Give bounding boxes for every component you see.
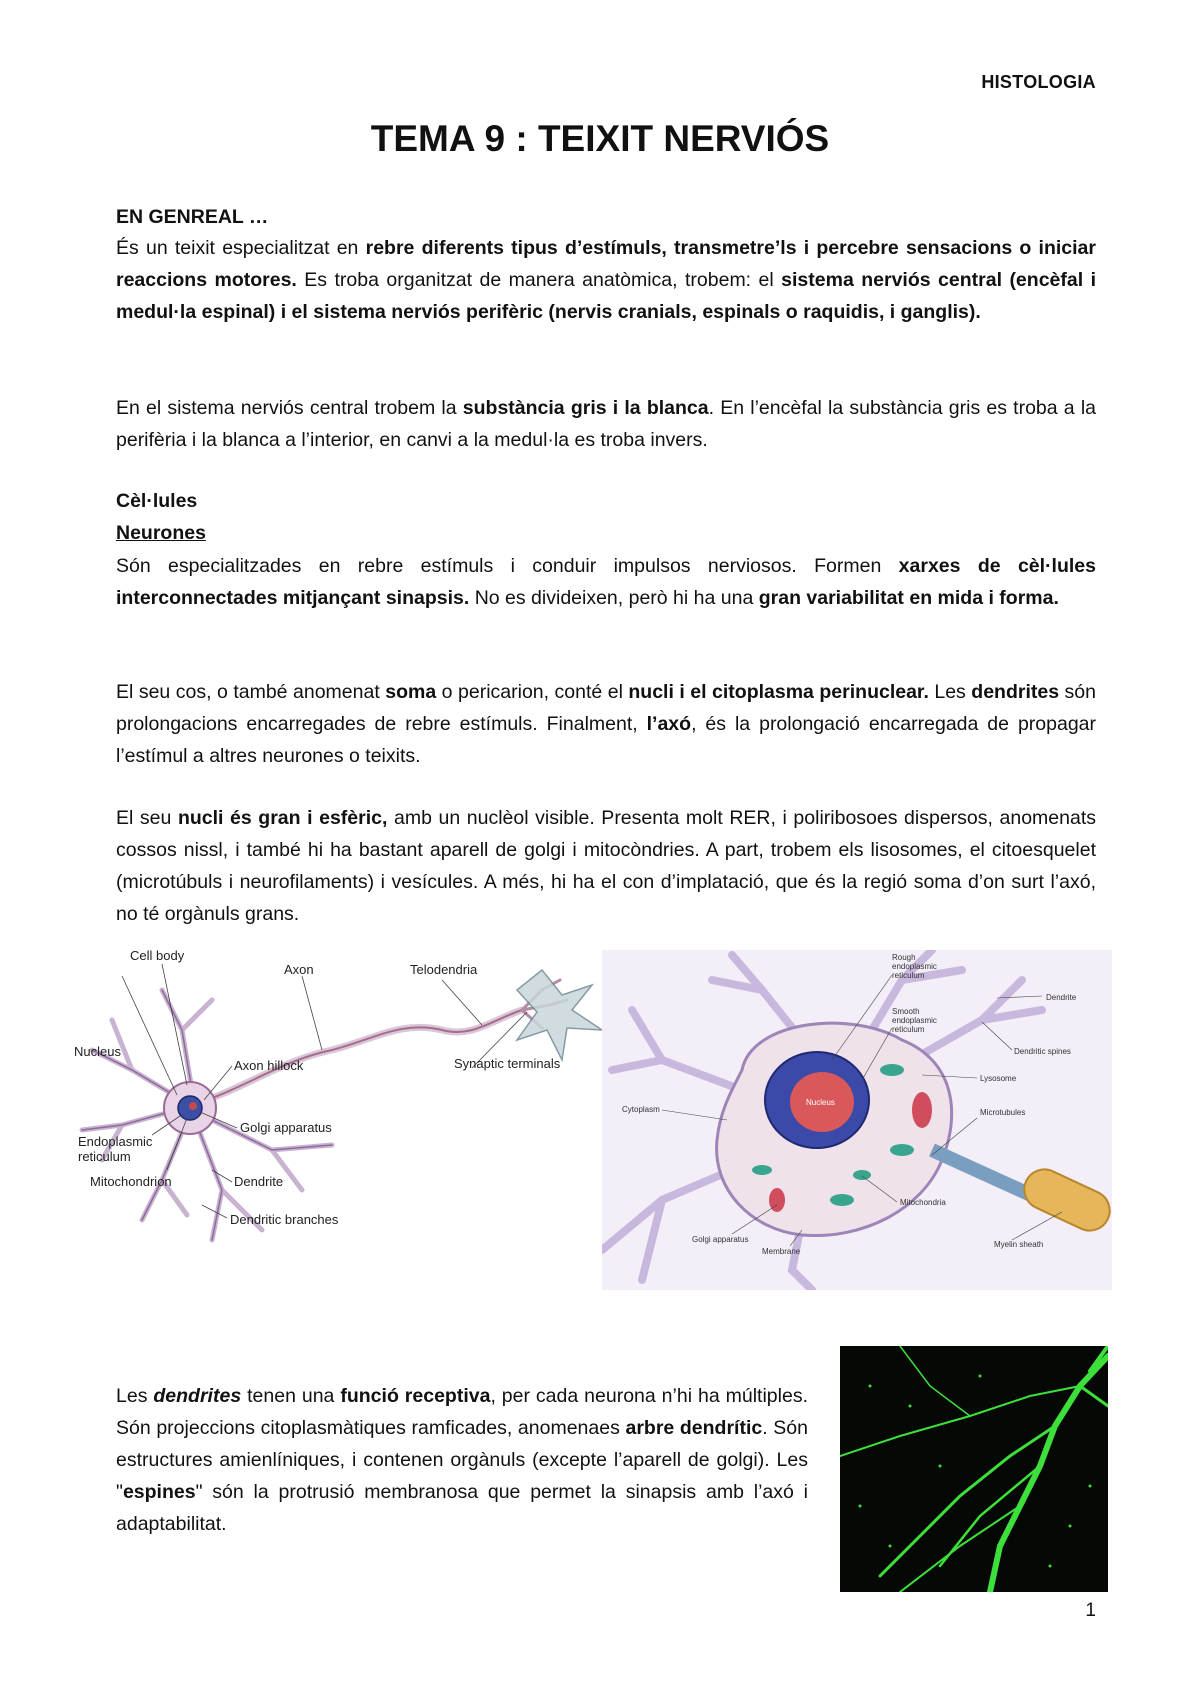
label-reticulum: reticulum [78,1149,131,1164]
text-run: Es troba organitzat de manera anatòmica, trobem: el [296,269,782,291]
bold-run: xarxes de cèl·lules interconnectades mitjançant sinapsis. [116,555,1096,609]
label-dendrite: Dendrite [1046,993,1077,1002]
text-run: El seu [116,807,178,829]
nucleolus-shape [189,1102,197,1110]
text-run: El seu cos, o també anomenat [116,681,386,703]
text-run: , per cada neurona n’hi ha múltiples. Són projeccions citoplasmàtiques ramficades, anomenaes [116,1385,808,1439]
bold-run: espines [122,1481,196,1503]
label-golgi-apparatus: Golgi apparatus [692,1235,749,1244]
text-run: " són la protrusió membranosa que permet la sinapsis amb l’axó i adaptabilitat. [116,1481,808,1535]
text-run: Són especialitzades en rebre estímuls i conduir impulsos nerviosos. Formen [116,555,899,577]
label-cytoplasm: Cytoplasm [622,1105,660,1114]
paragraph-dendrites [116,1380,808,1540]
paragraph-general-2 [116,392,1096,456]
label-endoplasmic: Endoplasmic [78,1134,153,1149]
label-mitochondria: Mitochondria [900,1198,946,1207]
label-nucleus: Nucleus [74,1044,121,1059]
text-run: , és la prolongació encarregada de propagar l’estímul a altres neurones o teixits. [116,713,1097,767]
label-rough-er-3: reticulum [892,971,925,980]
label-rough-er-2: endoplasmic [892,962,937,971]
soma-cross-section-diagram [602,950,1112,1290]
text-run: Les [928,681,972,703]
label-axon: Axon [284,962,314,977]
bold-run: arbre dendrític [625,1417,763,1439]
text-run: tenen una [241,1385,341,1407]
bold-italic-run: dendrites [153,1385,242,1407]
label-dendritic-spines: Dendritic spines [1014,1047,1071,1056]
dendrite-micrograph [840,1346,1108,1592]
label-smooth-er-2: endoplasmic [892,1016,937,1025]
paragraph-neurones-1 [116,550,1096,614]
neuron-illustration [82,980,567,1240]
label-smooth-er-1: Smooth [892,1007,920,1016]
paragraph-general-1 [116,232,1096,328]
bold-run: rebre diferents tipus d’estímuls, transmetre’ls i percebre sensacions o iniciar reaccions motores. [116,237,1096,291]
text-run: En el sistema nerviós central trobem la [116,397,463,419]
paragraph-neurones-3 [116,802,1096,930]
bold-run: nucli és gran i esfèric, [177,807,388,829]
text-run: És un teixit especialitzat en [116,237,366,259]
label-nucleus: Nucleus [806,1098,835,1107]
running-head: HISTOLOGIA [981,72,1096,92]
text-run: . Són estructures amienlíniques, i contenen orgànuls (excepte l’aparell de golgi). Les " [116,1417,808,1503]
bold-run: substància gris i la blanca [462,397,709,419]
label-mitochondrion: Mitochondrion [90,1174,172,1189]
label-lysosome: Lysosome [980,1074,1017,1083]
label-membrane: Membrane [762,1247,801,1256]
label-microtubules: Microtubules [980,1108,1026,1117]
bold-run: gran variabilitat en mida i forma. [758,587,1059,609]
page-number: 1 [1085,1600,1096,1621]
section-heading-general: EN GENREAL … [116,206,269,228]
subheading-neurones: Neurones [116,522,206,544]
text-run: . En l’encèfal la substància gris es troba a la perifèria i la blanca a l’interior, en canvi a la medul·la es troba invers. [116,397,1096,451]
text-run: No es divideixen, però hi ha una [469,587,759,609]
neuron-diagram [72,950,612,1290]
bold-run: dendrites [971,681,1060,703]
bold-run: l’axó [646,713,692,735]
label-synaptic-terminals: Synaptic terminals [454,1056,561,1071]
label-golgi-apparatus: Golgi apparatus [240,1120,332,1135]
bold-run: soma [385,681,437,703]
label-rough-er-1: Rough [892,953,916,962]
label-myelin-sheath: Myelin sheath [994,1240,1044,1249]
text-run: Les [116,1385,154,1407]
label-telodendria: Telodendria [410,962,478,977]
label-dendritic-branches: Dendritic branches [230,1212,339,1227]
label-axon-hillock: Axon hillock [234,1058,304,1073]
bold-run: nucli i el citoplasma perinuclear. [628,681,929,703]
bold-run: funció receptiva [340,1385,491,1407]
label-cell-body: Cell body [130,950,185,963]
label-smooth-er-3: reticulum [892,1025,925,1034]
text-run: són prolongacions encarregades de rebre estímuls. Finalment, [116,681,1096,735]
text-run: amb un nuclèol visible. Presenta molt RER, i poliribosoes dispersos, anomenats cossos nissl, i també hi ha bastant aparell de golgi i mitocòndries. A part, trobem els lisosomes, el citoesquelet (microtúbuls i neurofilaments) i vesícules. A més, hi ha el con d’implatació, que és la regió soma d’on surt l’axó, no té orgànuls grans. [116,807,1096,925]
paragraph-neurones-2 [116,676,1096,772]
section-heading-cells: Cèl·lules [116,490,198,512]
bold-run: sistema nerviós central (encèfal i medul·la espinal) i el sistema nerviós perifèric (nervis cranials, espinals o raquidis, i ganglis). [116,269,1096,323]
page-title: TEMA 9 : TEIXIT NERVIÓS [370,118,830,159]
label-dendrite: Dendrite [234,1174,284,1189]
text-run: o pericarion, conté el [436,681,629,703]
